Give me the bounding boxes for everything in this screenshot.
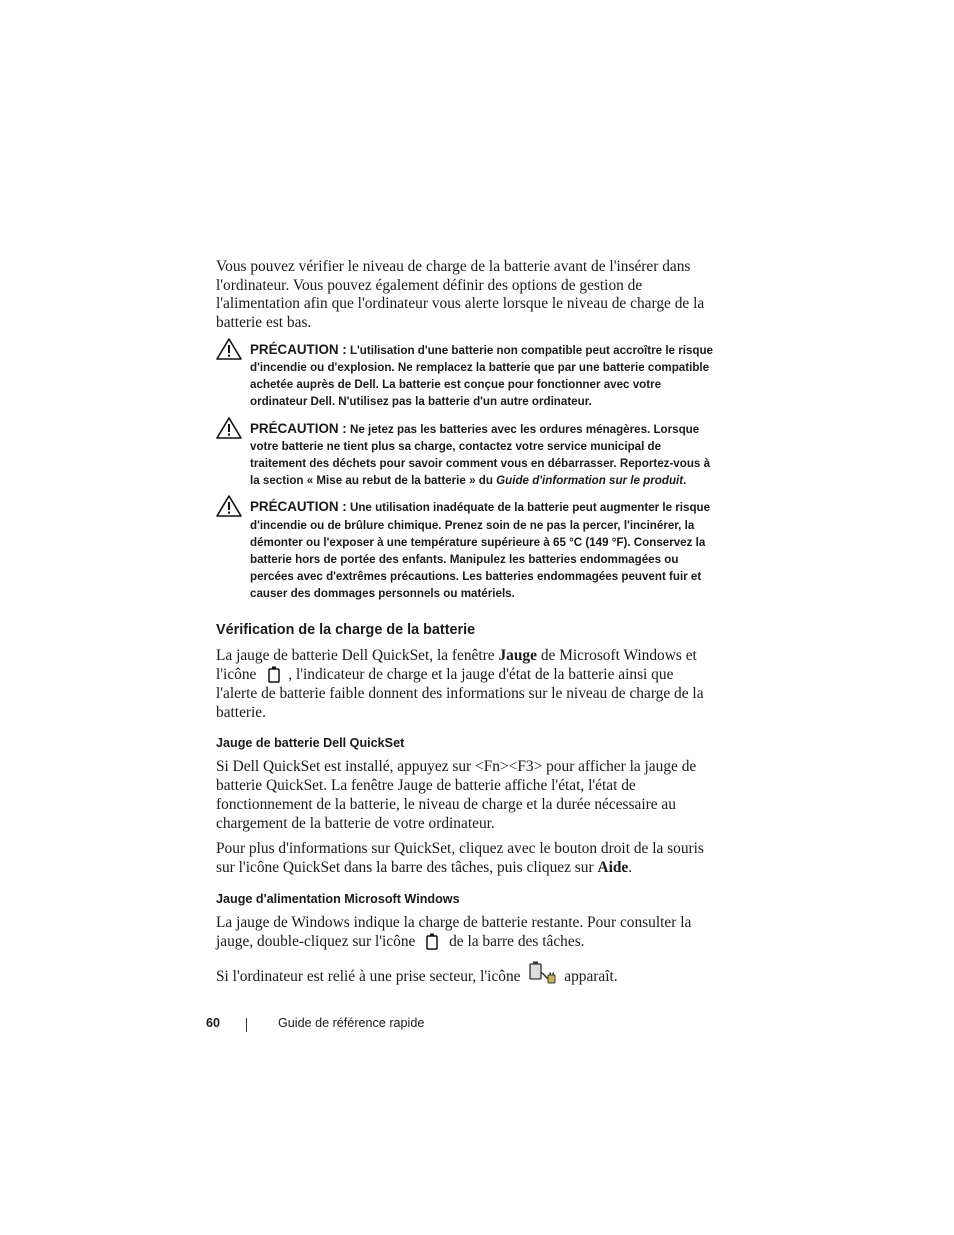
- caution-2: [216, 420, 716, 490]
- footer-divider: [246, 1018, 247, 1032]
- intro-paragraph: Vous pouvez vérifier le niveau de charge de la batterie avant de l'insérer dans l'ordinateur. Vous pouvez également définir des options de gestion de l'alimentation afin que l'ordinateur vous alerte lorsque le niveau de charge de la batterie est bas.: [216, 258, 705, 332]
- warning-triangle-icon: [216, 338, 242, 360]
- page-content: [216, 258, 716, 994]
- caution-label: PRÉCAUTION :: [250, 341, 347, 357]
- bold-term: Jauge: [498, 646, 537, 664]
- battery-icon: [263, 665, 285, 683]
- windows-paragraph-2: [216, 959, 716, 987]
- warning-triangle-icon: [216, 495, 242, 517]
- caution-text: Ne jetez pas les batteries avec les ordures ménagères. Lorsque votre batterie ne tient plus sa charge, contactez votre service municipal de traitement des déchets pour savoir comment vous en débarrasser. Reportez-vous à la section « Mise au rebut de la batterie » du: [250, 422, 711, 488]
- ac-power-plug-icon: [527, 959, 557, 985]
- text-span: La jauge de Windows indique la charge de batterie restante. Pour consulter la jauge, double-cliquez sur l'icône: [216, 913, 692, 951]
- caution-3: [216, 498, 716, 602]
- caution-label: PRÉCAUTION :: [250, 499, 347, 515]
- warning-triangle-icon: [216, 417, 242, 439]
- caution-end: .: [683, 474, 687, 488]
- subsection-heading-windows: Jauge d'alimentation Microsoft Windows: [216, 891, 460, 906]
- section-heading: Vérification de la charge de la batterie: [216, 621, 476, 638]
- section-paragraph: [216, 647, 716, 723]
- text-span: de la barre des tâches.: [449, 933, 585, 951]
- footer-title: Guide de référence rapide: [278, 1016, 425, 1030]
- subsection-heading-quickset: Jauge de batterie Dell QuickSet: [216, 736, 405, 751]
- text-span: .: [628, 858, 633, 876]
- text-span: Pour plus d'informations sur QuickSet, cliquez avec le bouton droit de la souris sur l'icône QuickSet dans la barre des tâches, puis cliquez sur: [216, 840, 704, 876]
- caution-1: [216, 341, 716, 411]
- caution-label: PRÉCAUTION :: [250, 420, 347, 436]
- caution-reference: Guide d'information sur le produit: [496, 474, 684, 488]
- quickset-paragraph-2: [216, 840, 716, 877]
- text-span: apparaît.: [564, 968, 618, 986]
- text-span: de Microsoft Windows et l'icône: [216, 646, 697, 684]
- battery-icon: [422, 932, 442, 950]
- caution-text: L'utilisation d'une batterie non compatible peut accroître le risque d'incendie ou d'explosion. Ne remplacez la batterie que par une batterie compatible achetée auprès de Dell. La batterie est conçue pour fonctionner avec votre ordinateur Dell. N'utilisez pas la batterie d'un autre ordinateur.: [250, 343, 713, 409]
- windows-paragraph-1: [216, 914, 716, 952]
- text-span: La jauge de batterie Dell QuickSet, la fenêtre: [216, 646, 495, 664]
- text-span: Si l'ordinateur est relié à une prise secteur, l'icône: [216, 968, 521, 986]
- caution-text: Une utilisation inadéquate de la batterie peut augmenter le risque d'incendie ou de brûlure chimique. Prenez soin de ne pas la percer, l'incinérer, la démonter ou l'exposer à une température supérieure à 65 °C (149 °F). Conservez la batterie hors de portée des enfants. Manipulez les batteries endommagées ou percées avec d'extrêmes précautions. Les batteries endommagées peuvent fuir et causer des dommages personnels ou matériels.: [250, 501, 711, 601]
- page-number: 60: [206, 1016, 221, 1030]
- bold-term: Aide: [597, 858, 629, 876]
- quickset-paragraph-1: Si Dell QuickSet est installé, appuyez sur <Fn><F3> pour afficher la jauge de batterie QuickSet. La fenêtre Jauge de batterie affiche l'état, l'état de fonctionnement de la batterie, le niveau de charge et la durée nécessaire au chargement de la batterie de votre ordinateur.: [216, 758, 697, 832]
- text-span: , l'indicateur de charge et la jauge d'état de la batterie ainsi que l'alerte de batterie faible donnent des informations sur le niveau de charge de la batterie.: [216, 666, 704, 721]
